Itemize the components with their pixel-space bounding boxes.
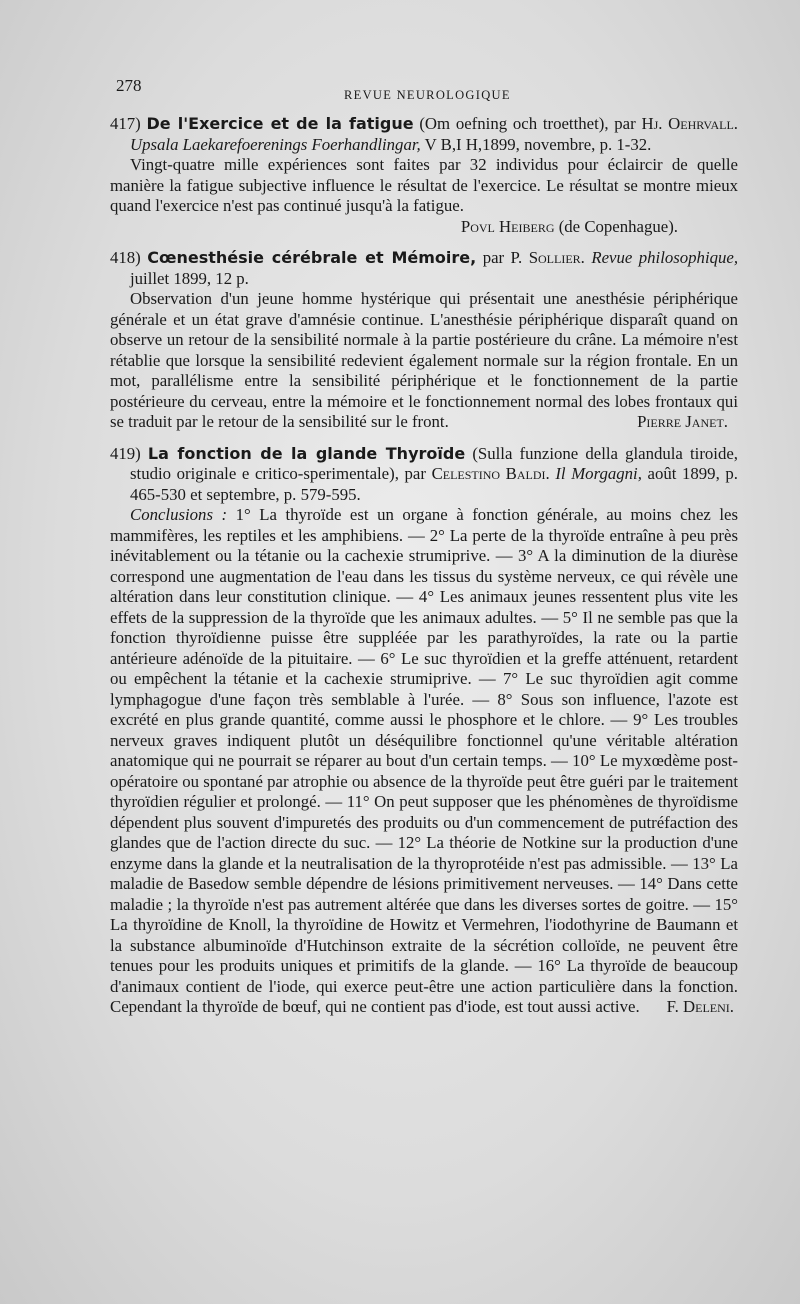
entry-body: Vingt-quatre mille expériences sont faites par 32 individus pour éclaircir de quelle manière la fatigue subjective influence le résultat de l'exercice. Le résultat se montre mieux quand l'exercice n'est pas continué jusqu'à la fatigue. [110,155,738,215]
reviewer-name: Povl Heiberg [460,216,555,236]
entry-source: Upsala Laekarefoerenings Foerhandlingar, [130,134,421,154]
entry-author: Celestino Baldi. [431,464,550,483]
entry-body: Conclusions : 1° La thyroïde est un organe à fonction générale, au moins chez les mammifères, les reptiles et les amphibiens. — 2° La perte de la thyroïde entraîne à peu près inévitablement ou la tétanie ou la cachexie strumiprive. — 3° A la diminution de la diurèse correspond une augmentation de l'eau dans les tissus du système nerveux, ce qui révèle une altération dans leur constitution clinique. — 4° Les animaux jeunes ressentent plus vite les effets de la suppression de la thyroïde que les animaux adultes. — 5° Il ne semble pas que la fonction thyroïdienne puisse être suppléée par les parathyroïdes, la rate ou la partie antérieure adénoïde de la pituitaire. — 6° Le suc thyroïdien et la greffe atténuent, retardent ou empêchent la tétanie et la cachexie strumiprive. — 7° Le suc thyroïdien agit comme lymphagogue d'une façon très semblable à l'urée. — 8° Sous son influence, l'azote est excrété en plus grande quantité, comme aussi le phosphore et le chlore. — 9° Les troubles nerveux graves indiquent plutôt un déséquilibre fonctionnel qu'une véritable altération anatomique qui ne pourrait se réparer au bout d'un certain temps. — 10° Le myxœdème post-opératoire ou spontané par atrophie ou absence de la thyroïde peut être guéri par le traitement thyroïdien régulier et prolongé. — 11° On peut supposer que les phénomènes de thyroïdisme dépendent plus souvent d'impuretés des produits ou d'un commencement de putréfaction des glandes que de l'action directe du suc. — 12° La théorie de Notkine sur la production d'une enzyme dans la glande et la neutralisation de la thyroprotéide n'est pas admissible. — 13° La maladie de Basedow semble dépendre de lésions primitivement nerveuses. — 14° Dans cette maladie ; la thyroïde n'est pas autrement altérée que dans les diverses sortes de goitre. — 15° La thyroïdine de Knoll, la thyroïdine de Howitz et Vermehren, l'iodothyrine de Baumann et la substance albuminoïde d'Hutchinson extraite de la sécrétion colloïde, ne peuvent être tenues pour les produits uniques et primitifs de la glande. — 16° La thyroïde de beaucoup d'animaux contient de l'iode, qui exerce peut-être une action particulière dans la fonction. Cependant la thyroïde de bœuf, qui ne contient pas d'iode, est tout aussi active. F. Deleni. [110,505,739,1016]
entry-source: Il Morgagni, [555,464,642,483]
page-header [116,76,740,100]
entry-author: Hj. Oehrvall. [641,114,738,133]
entry-body: Observation d'un jeune homme hystérique qui présentait une anesthésie périphérique générale et un état grave d'amnésie continue. L'anesthésie périphérique disparaît quand on observe un retour de la sensibilité normale à la partie postérieure du crâne. La mémoire n'est rétablie que lorsque la sensibilité redevient également normale sur la région frontale. En un mot, parallélisme entre la sensibilité périphérique et le fonctionnement de la partie postérieure du cerveau, entre la mémoire et le fonctionnement normal des lobes frontaux qui se traduit par le retour de la sensibilité sur le front. Pierre Janet. [110,289,738,431]
entry-details: août 1899, p. 465-530 et septembre, p. 579-595. [130,464,738,504]
entry-author: Sollier. [528,248,585,267]
entry-heading [110,444,738,506]
entry-details: V B,I H,1899, novembre, p. 1-32. [424,134,652,154]
reviewer-name: Pierre Janet. [637,412,728,431]
entry-subtitle: (Om oefning och troetthet), par [419,114,636,133]
entry-title: De l'Exercice et de la fatigue [146,114,414,133]
entry-heading [110,248,738,289]
entry-source: Revue philosophique, [591,248,739,267]
entry-subtitle: par P. [482,248,523,267]
running-title: REVUE NEUROLOGIQUE [344,88,511,102]
reviewer-name: F. Deleni. [666,997,734,1016]
review-entry [110,248,738,433]
review-entry [110,114,738,237]
entry-details: juillet 1899, 12 p. [130,268,249,288]
entry-number: 418) [110,248,141,267]
entry-subtitle: (Sulla funzione della glandula tiroide, studio originale e critico-sperimentale), par [130,443,739,483]
entry-number: 417) [110,114,141,133]
entry-title: Cœnesthésie cérébrale et Mémoire, [147,248,477,267]
entry-title: La fonction de la glande Thyroïde [147,443,466,463]
entry-heading [110,114,738,155]
review-entry [110,444,738,1018]
page-number: 278 [116,76,142,95]
conclusions-label: Conclusions : [130,505,228,524]
entry-reviewer [110,217,738,238]
entry-number: 419) [110,443,141,463]
page-content [110,114,738,1029]
reviewer-place: (de Copenhague). [558,216,678,236]
